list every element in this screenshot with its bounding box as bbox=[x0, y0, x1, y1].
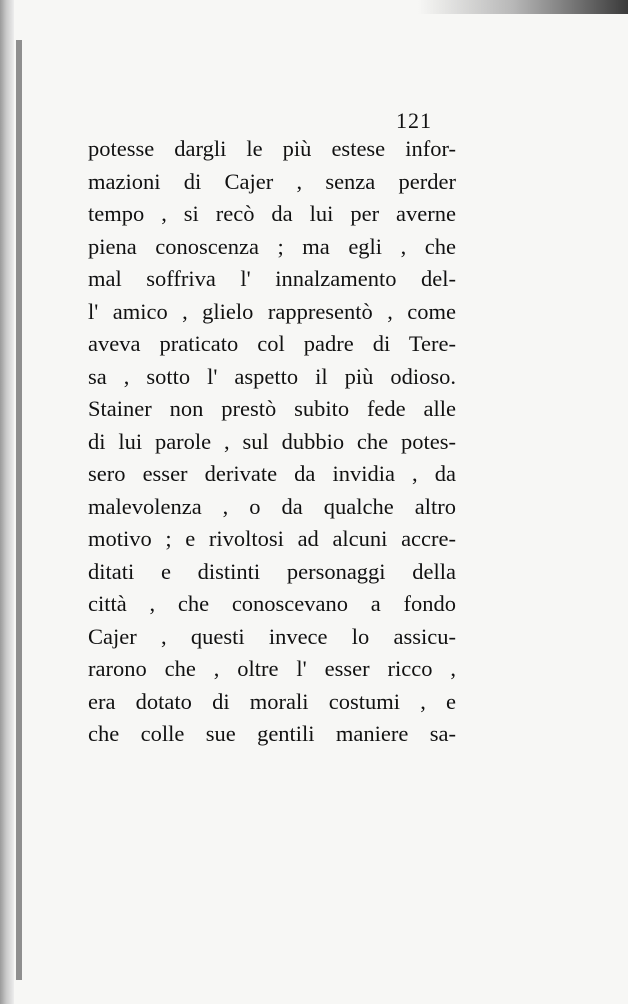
text-line: aveva praticato col padre di Tere- bbox=[88, 331, 456, 356]
text-line: l' amico , glielo rappresentò , come bbox=[88, 298, 456, 324]
text-line: mal soffriva l' innalzamento del- bbox=[88, 266, 456, 291]
body-text bbox=[88, 133, 456, 751]
text-line: Cajer , questi invece lo assicu- bbox=[88, 623, 456, 649]
text-line: motivo ; e rivoltosi ad alcuni accre- bbox=[88, 526, 456, 551]
text-line: mazioni di Cajer , senza perder bbox=[88, 168, 456, 194]
binding-edge bbox=[0, 0, 14, 1004]
text-line: era dotato di morali costumi , e bbox=[88, 688, 456, 714]
text-line: sero esser derivate da invidia , da bbox=[88, 461, 456, 486]
page-number: 121 bbox=[396, 108, 432, 133]
text-line: Stainer non prestò subito fede alle bbox=[88, 396, 456, 421]
text-line: potesse dargli le più estese infor- bbox=[88, 136, 456, 161]
text-line: malevolenza , o da qualche altro bbox=[88, 493, 456, 519]
text-line: di lui parole , sul dubbio che potes- bbox=[88, 428, 456, 454]
text-line: rarono che , oltre l' esser ricco , bbox=[88, 656, 456, 681]
text-line: piena conoscenza ; ma egli , che bbox=[88, 233, 456, 259]
text-line: tempo , si recò da lui per averne bbox=[88, 201, 456, 226]
text-line: che colle sue gentili maniere sa- bbox=[88, 721, 456, 746]
text-line: città , che conoscevano a fondo bbox=[88, 591, 456, 616]
scan-smudge bbox=[418, 0, 628, 14]
text-line: ditati e distinti personaggi della bbox=[88, 558, 456, 584]
binding-shadow bbox=[16, 40, 22, 980]
text-line: sa , sotto l' aspetto il più odioso. bbox=[88, 363, 456, 389]
